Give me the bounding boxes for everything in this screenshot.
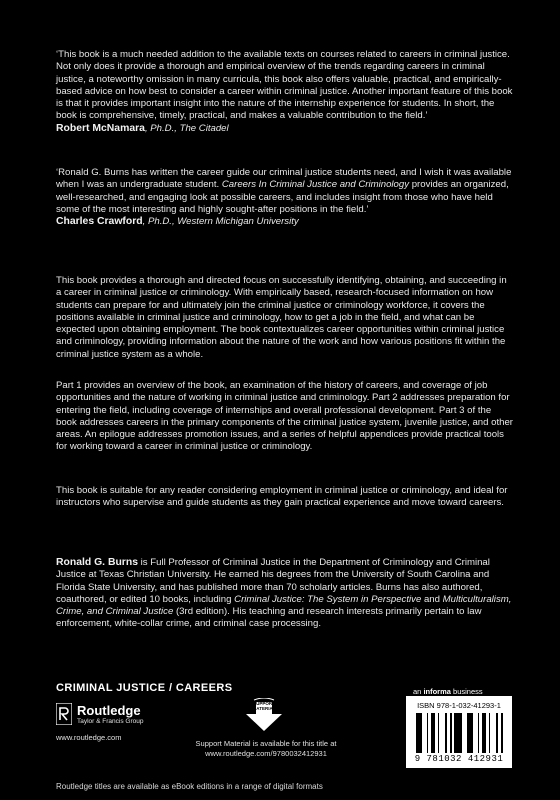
barcode-bar xyxy=(482,713,485,753)
barcode-bar xyxy=(431,713,434,753)
routledge-r-icon xyxy=(56,703,72,725)
subject-category: CRIMINAL JUSTICE / CAREERS xyxy=(56,682,233,694)
publisher-logo xyxy=(56,703,196,743)
barcode-bar xyxy=(454,713,457,753)
barcode-bar xyxy=(445,713,447,753)
ebook-note: Routledge titles are available as eBook editions in a range of digital formats xyxy=(56,782,323,791)
reviewer-1-affiliation: , Ph.D., The Citadel xyxy=(144,122,229,134)
support-material-badge xyxy=(240,698,288,732)
barcode-bar xyxy=(470,713,473,753)
barcode-bars xyxy=(416,713,504,755)
barcode-bar xyxy=(419,713,422,753)
review-2-quote: ‘Ronald G. Burns has written the career guide our criminal justice students need, and I wish it was available when I was an undergraduate student. Careers In Criminal Justice and Criminology provides an organized, well-researched, and engaging look at possible careers, and includes insight from those who have held some of the most interesting and highly sought-after positions in the field.’ xyxy=(56,167,512,215)
barcode-bar xyxy=(434,713,435,753)
barcode-bar xyxy=(427,713,428,753)
publisher-name: Routledge xyxy=(77,703,141,718)
support-material-text: Support Material is available for this title at www.routledge.com/9780032412931 xyxy=(195,739,337,758)
barcode-bar xyxy=(501,713,503,753)
support-badge-label: SUPPORT MATERIAL xyxy=(252,701,276,711)
description-paragraph-3: This book is suitable for any reader considering employment in criminal justice or criminology, and ideal for instructors who supervise and guide students as they gain practical experience and move toward careers. xyxy=(56,485,508,509)
barcode-bar xyxy=(459,713,462,753)
barcode-bar xyxy=(496,713,498,753)
description-paragraph-2: Part 1 provides an overview of the book, an examination of the history of careers, and coverage of job opportunities and the nature of working in criminal justice and criminology. Part 2 addresses preparation for entering the field, including coverage of internships and overall professional development. Part 3 of the book addresses careers in the primary components of the criminal justice system, juvenile justice, and other areas. An epilogue addresses promotion issues, and a series of helpful appendices provide practical tools for working toward a career in criminal justice or criminology. xyxy=(56,380,513,453)
barcode-bar xyxy=(485,713,486,753)
description-paragraph-1: This book provides a thorough and directed focus on successfully identifying, obtaining, and succeeding in a career in criminal justice or criminology. With empirically based, research-focused information on how students can prepare for and ultimately join the criminal justice or criminology workforce, it covers the positions available in criminal justice and criminology, how to get a job in the field, and what can be expected upon obtaining employment. The book contextualizes career opportunities within criminal justice and criminology, providing information about the nature of the work and how various positions fit within the criminal justice system as a whole. xyxy=(56,275,507,360)
publisher-url: www.routledge.com xyxy=(56,733,122,742)
barcode-bar xyxy=(416,713,419,753)
barcode-bar xyxy=(489,713,490,753)
review-1-quote: ‘This book is a much needed addition to the available texts on courses related to careers in criminal justice. Not only does it provide a thorough and empirical overview of the trends regarding careers in criminal justice, a noteworthy omission in many curricula, this book also offers valuable, practical, and empirically-based advice on how best to consider a career within criminal justice. Another important feature of this book is that it provides important insight into the nature of the internship experience for students. In short, the book is comprehensive, timely, practical, and makes a valuable contribution to the field.’ xyxy=(56,49,513,122)
barcode-bar xyxy=(467,713,470,753)
publisher-group: Taylor & Francis Group xyxy=(77,718,144,725)
isbn-barcode xyxy=(406,696,512,768)
review-2 xyxy=(56,167,514,228)
review-1 xyxy=(56,49,514,135)
reviewer-2-name: Charles Crawford xyxy=(56,216,143,228)
reviewer-1-name: Robert McNamara xyxy=(56,122,145,134)
author-name: Ronald G. Burns xyxy=(56,557,138,568)
barcode-digits: 9 781032 412931 xyxy=(414,754,504,764)
author-bio: Ronald G. Burns is Full Professor of Criminal Justice in the Department of Criminology and Criminal Justice at Texas Christian University. He earned his degrees from the University of South Carolina and Florida State University, and has published more than 70 scholarly articles. Burns has also authored, coauthored, or edited 10 books, including Criminal Justice: The System in Perspective and Multiculturalism, Crime, and Criminal Justice (3rd edition). His teaching and research interests primarily pertain to law enforcement, white-collar crime, and criminal case processing. xyxy=(56,557,512,630)
barcode-bar xyxy=(478,713,479,753)
barcode-bar xyxy=(438,713,439,753)
barcode-bar xyxy=(457,713,459,753)
isbn-text: ISBN 978-1-032-41293-1 xyxy=(417,701,501,710)
reviewer-2-affiliation: , Ph.D., Western Michigan University xyxy=(142,216,299,228)
barcode-bar xyxy=(450,713,452,753)
informa-tag: an informa business xyxy=(413,687,483,696)
